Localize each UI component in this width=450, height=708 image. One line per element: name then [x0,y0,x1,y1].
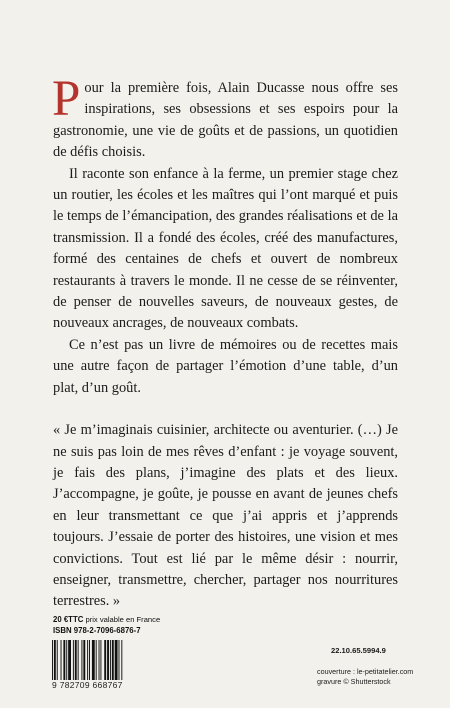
drop-cap: P [52,71,81,127]
price-note: prix valable en France [85,615,161,624]
paragraph-intro [52,71,398,164]
paragraph-biography: Il raconte son enfance à la ferme, un premier stage chez un routier, les écoles et les maîtres qui l’ont marqué et puis le temps de l’émancipation, des grandes réalisations et de la transmission. Il a fondé des écoles, créé des manufactures, formé des centaines de chefs et ouvert de nombreux restaurants à travers le monde. Il ne cesse de se réinventer, de penser de nouvelles saveurs, de nouveaux gestes, de nouveaux ancrages, de nouveaux combats. [53,165,398,332]
paragraph-intro-text: our la première fois, Alain Ducasse nous offre ses inspirations, ses obsessions et ses espoirs pour la gastronomie, une vie de goûts et de passions, un quotidien de défis choisis. [53,80,398,161]
paragraph-description: Ce n’est pas un livre de mémoires ou de recettes mais une autre façon de partager l’émotion d’une table, d’un plat, d’un goût. [53,336,398,396]
credit-engraving: gravure © Shutterstock [317,677,391,686]
blurb-text [52,71,398,613]
barcode-digits: 9 782709 668767 [52,680,152,690]
author-quote: « Je m’imaginais cuisinier, architecte ou aventurier. (…) Je ne suis pas loin de mes rêves d’enfant : je voyage souvent, je fais des plans, j’imagine des plats et des lieux. J’accompagne, je goûte, je pousse en avant de jeunes chefs en leur transmettant ce que j’ai appris et j’apprends toujours. J’essaie de porter des histoires, une vision et mes convictions. Tout est lié par le même désir : nourrir, enseigner, transmettre, chercher, partager nos nourritures terrestres. » [53,422,398,610]
credits-block [317,667,413,687]
price-isbn-block [53,615,160,636]
price-amount: 20 €TTC [53,615,84,624]
price-line [53,615,160,626]
credit-cover: couverture : le-petitatelier.com [317,667,414,676]
isbn-number: ISBN 978-2-7096-6876-7 [53,625,141,635]
internal-code: 22.10.65.5994.9 [331,646,386,655]
